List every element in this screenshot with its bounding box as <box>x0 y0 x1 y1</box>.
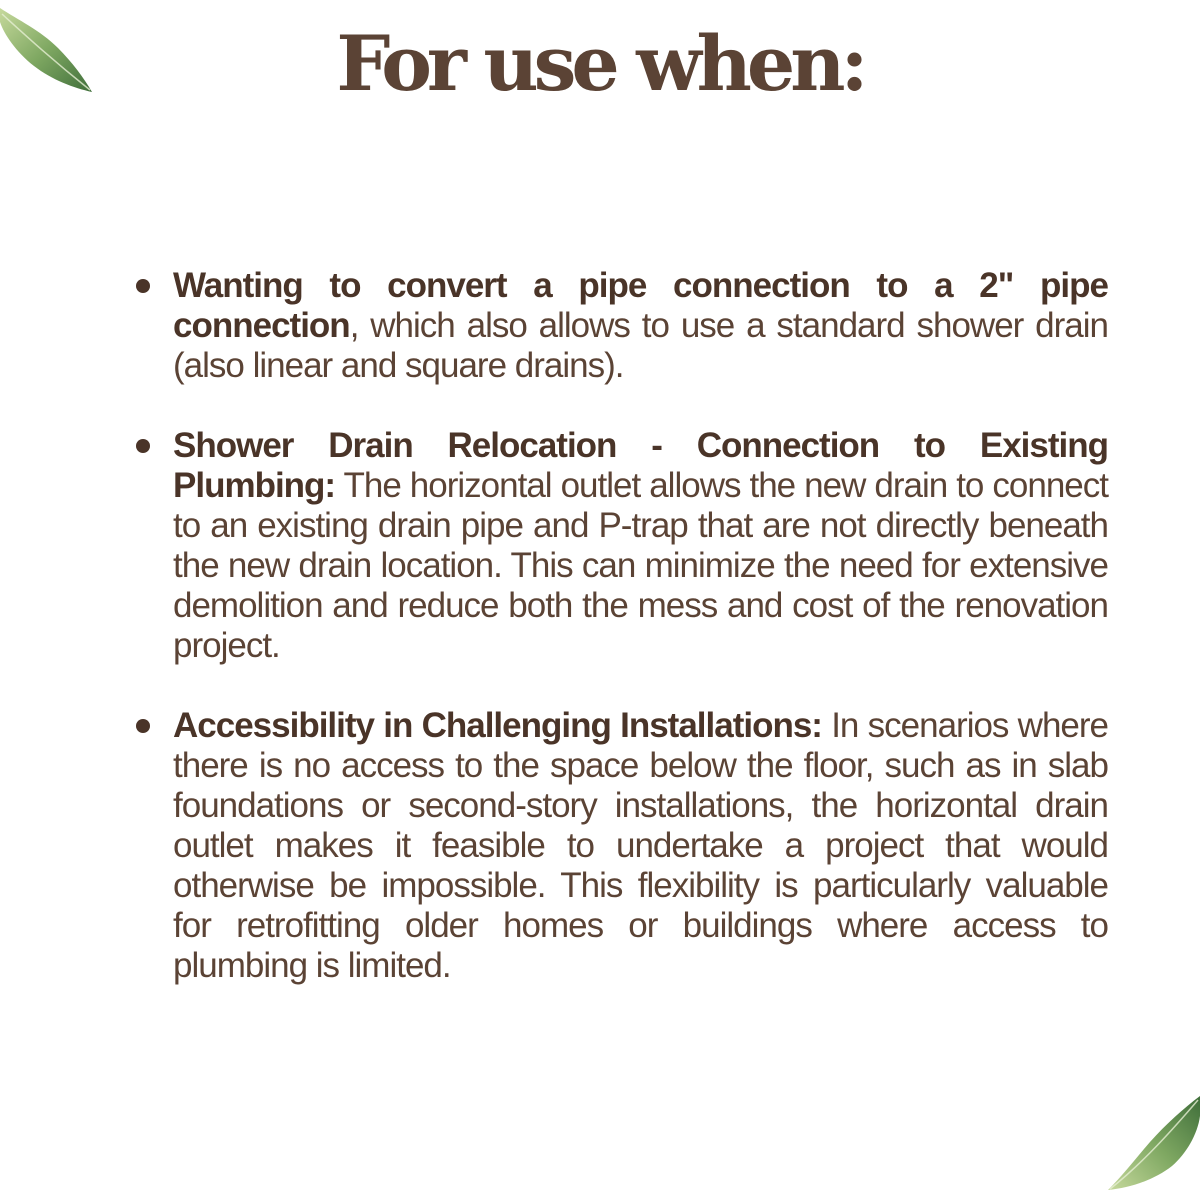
bullet-icon <box>136 719 150 733</box>
list-item-text: , which also allows to use a standard shower drain (also linear and square drains). <box>173 306 1108 385</box>
leaf-icon <box>1100 1070 1200 1200</box>
page-title: For use when: <box>336 19 864 108</box>
list-item-text: In scenarios where there is no access to the space below the floor, such as in slab foundations or second-story installations, the horizontal drain outlet makes it feasible to undertake a project that would otherwise be impossible. This flexibility is particularly valuable for retrofitting older homes or buildings where access to plumbing is limited. <box>173 706 1108 985</box>
list-item-heading: Wanting to convert a pipe connection to a 2" pipe connection <box>173 266 1108 345</box>
list-item-heading: Shower Drain Relocation - Connection to Existing Plumbing: <box>173 426 1108 505</box>
list-item <box>130 426 1108 666</box>
list-item <box>130 706 1108 986</box>
list-item-text: The horizontal outlet allows the new drain to connect to an existing drain pipe and P-trap that are not directly beneath the new drain location. This can minimize the need for extensive demolition and reduce both the mess and cost of the renovation project. <box>173 466 1108 665</box>
bullet-icon <box>136 279 150 293</box>
list-item-heading: Accessibility in Challenging Installations: <box>173 706 822 745</box>
list-item <box>130 266 1108 386</box>
bullet-list <box>130 266 1108 1026</box>
bullet-icon <box>136 439 150 453</box>
